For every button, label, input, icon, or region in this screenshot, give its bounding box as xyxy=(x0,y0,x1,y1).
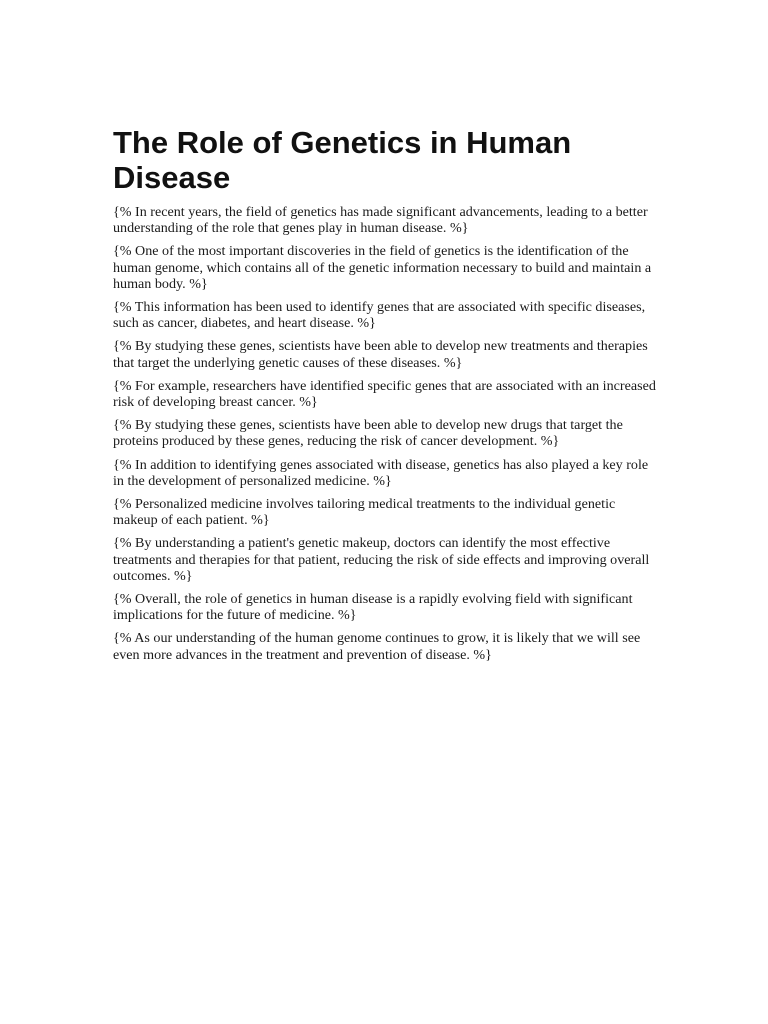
paragraph: {% Personalized medicine involves tailoring medical treatments to the individual genetic makeup of each patient. %} xyxy=(113,496,616,529)
document-page xyxy=(113,125,658,670)
paragraph: {% For example, researchers have identified specific genes that are associated with an increased risk of developing breast cancer. %} xyxy=(113,377,656,411)
paragraph: {% By understanding a patient's genetic makeup, doctors can identify the most effective treatments and therapies for that patient, reducing the risk of side effects and improving overall outcomes. %} xyxy=(113,535,650,584)
paragraph: {% As our understanding of the human genome continues to grow, it is likely that we will see even more advances in the treatment and prevention of disease. %} xyxy=(113,630,641,663)
paragraph: {% By studying these genes, scientists have been able to develop new treatments and therapies that target the underlying genetic causes of these diseases. %} xyxy=(113,338,648,371)
document-title: The Role of Genetics in Human Disease xyxy=(113,125,572,195)
paragraph: {% This information has been used to identify genes that are associated with specific diseases, such as cancer, diabetes, and heart disease. %} xyxy=(113,299,646,332)
paragraph: {% In recent years, the field of genetics has made significant advancements, leading to a better understanding of the role that genes play in human disease. %} xyxy=(113,204,648,237)
paragraph: {% By studying these genes, scientists have been able to develop new drugs that target the proteins produced by these genes, reducing the risk of cancer development. %} xyxy=(113,417,623,450)
paragraph: {% In addition to identifying genes associated with disease, genetics has also played a key role in the development of personalized medicine. %} xyxy=(113,456,649,489)
paragraph: {% Overall, the role of genetics in human disease is a rapidly evolving field with significant implications for the future of medicine. %} xyxy=(113,591,633,624)
paragraph: {% One of the most important discoveries in the field of genetics is the identification of the human genome, which contains all of the genetic information necessary to build and maintain a human body. %} xyxy=(113,243,652,292)
